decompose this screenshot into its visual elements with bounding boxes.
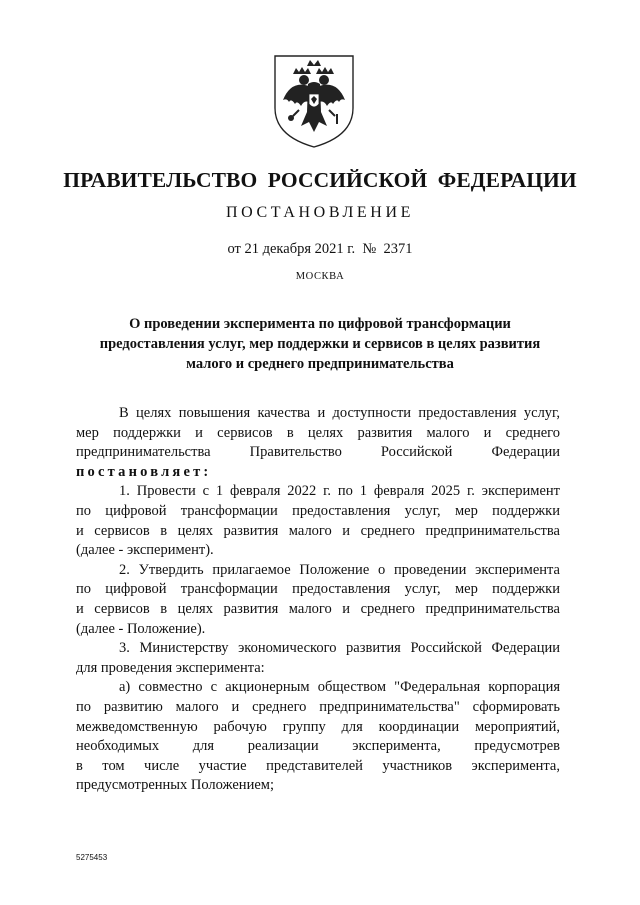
subject-line: предоставления услуг, мер поддержки и сервисов в целях развития — [99, 336, 541, 352]
russian-coat-of-arms-icon — [271, 52, 357, 150]
date-number-text: от 21 декабря 2021 г. № 2371 — [227, 241, 413, 257]
date-and-number — [60, 241, 580, 258]
paragraph-line: в том числе участие представителей участников эксперимента, — [76, 757, 560, 774]
document-number: 5275453 — [76, 853, 108, 862]
subject-line: О проведении эксперимента по цифровой трансформации — [129, 316, 511, 332]
paragraph-line: (далее - эксперимент). — [76, 542, 214, 559]
subject-line: малого и среднего предпринимательства — [186, 356, 454, 372]
paragraph-line: по развитию малого и среднего предпринимательства" сформировать — [76, 698, 560, 715]
paragraph-line: и сервисов в целях развития малого и среднего предпринимательства — [76, 522, 560, 539]
decree-word: постановляет: — [76, 463, 212, 480]
paragraph-line: по цифровой трансформации предоставления услуг, мер поддержки — [76, 502, 560, 519]
paragraph-line: (далее - Положение). — [76, 620, 206, 637]
paragraph-line: мер поддержки и сервисов в целях развития малого и среднего — [76, 424, 560, 441]
paragraph-line: В целях повышения качества и доступности предоставления услуг, — [119, 405, 560, 421]
paragraph-line: предусмотренных Положением; — [76, 777, 274, 794]
paragraph-line: и сервисов в целях развития малого и среднего предпринимательства — [76, 600, 560, 617]
government-title: ПРАВИТЕЛЬСТВО РОССИЙСКОЙ ФЕДЕРАЦИИ — [63, 168, 577, 192]
paragraph-line: 3. Министерству экономического развития Российской Федерации — [119, 640, 560, 657]
paragraph-line: а) совместно с акционерным обществом "Федеральная корпорация — [119, 679, 560, 696]
document-subject — [90, 314, 550, 374]
paragraph-line: для проведения эксперимента: — [76, 659, 265, 676]
document-type: ПОСТАНОВЛЕНИЕ — [226, 204, 414, 221]
paragraph-line: необходимых для реализации эксперимента, предусмотрев — [76, 738, 560, 755]
paragraph-line: 1. Провести с 1 февраля 2022 г. по 1 февраля 2025 г. эксперимент — [119, 483, 560, 500]
paragraph-line: межведомственную рабочую группу для координации мероприятий, — [76, 718, 560, 735]
paragraph-line: 2. Утвердить прилагаемое Положение о проведении эксперимента — [119, 561, 560, 578]
paragraph-line: предпринимательства Правительство Российской Федерации — [76, 444, 560, 461]
paragraph-line: по цифровой трансформации предоставления услуг, мер поддержки — [76, 581, 560, 598]
city: МОСКВА — [295, 271, 345, 282]
document-body — [76, 404, 560, 796]
